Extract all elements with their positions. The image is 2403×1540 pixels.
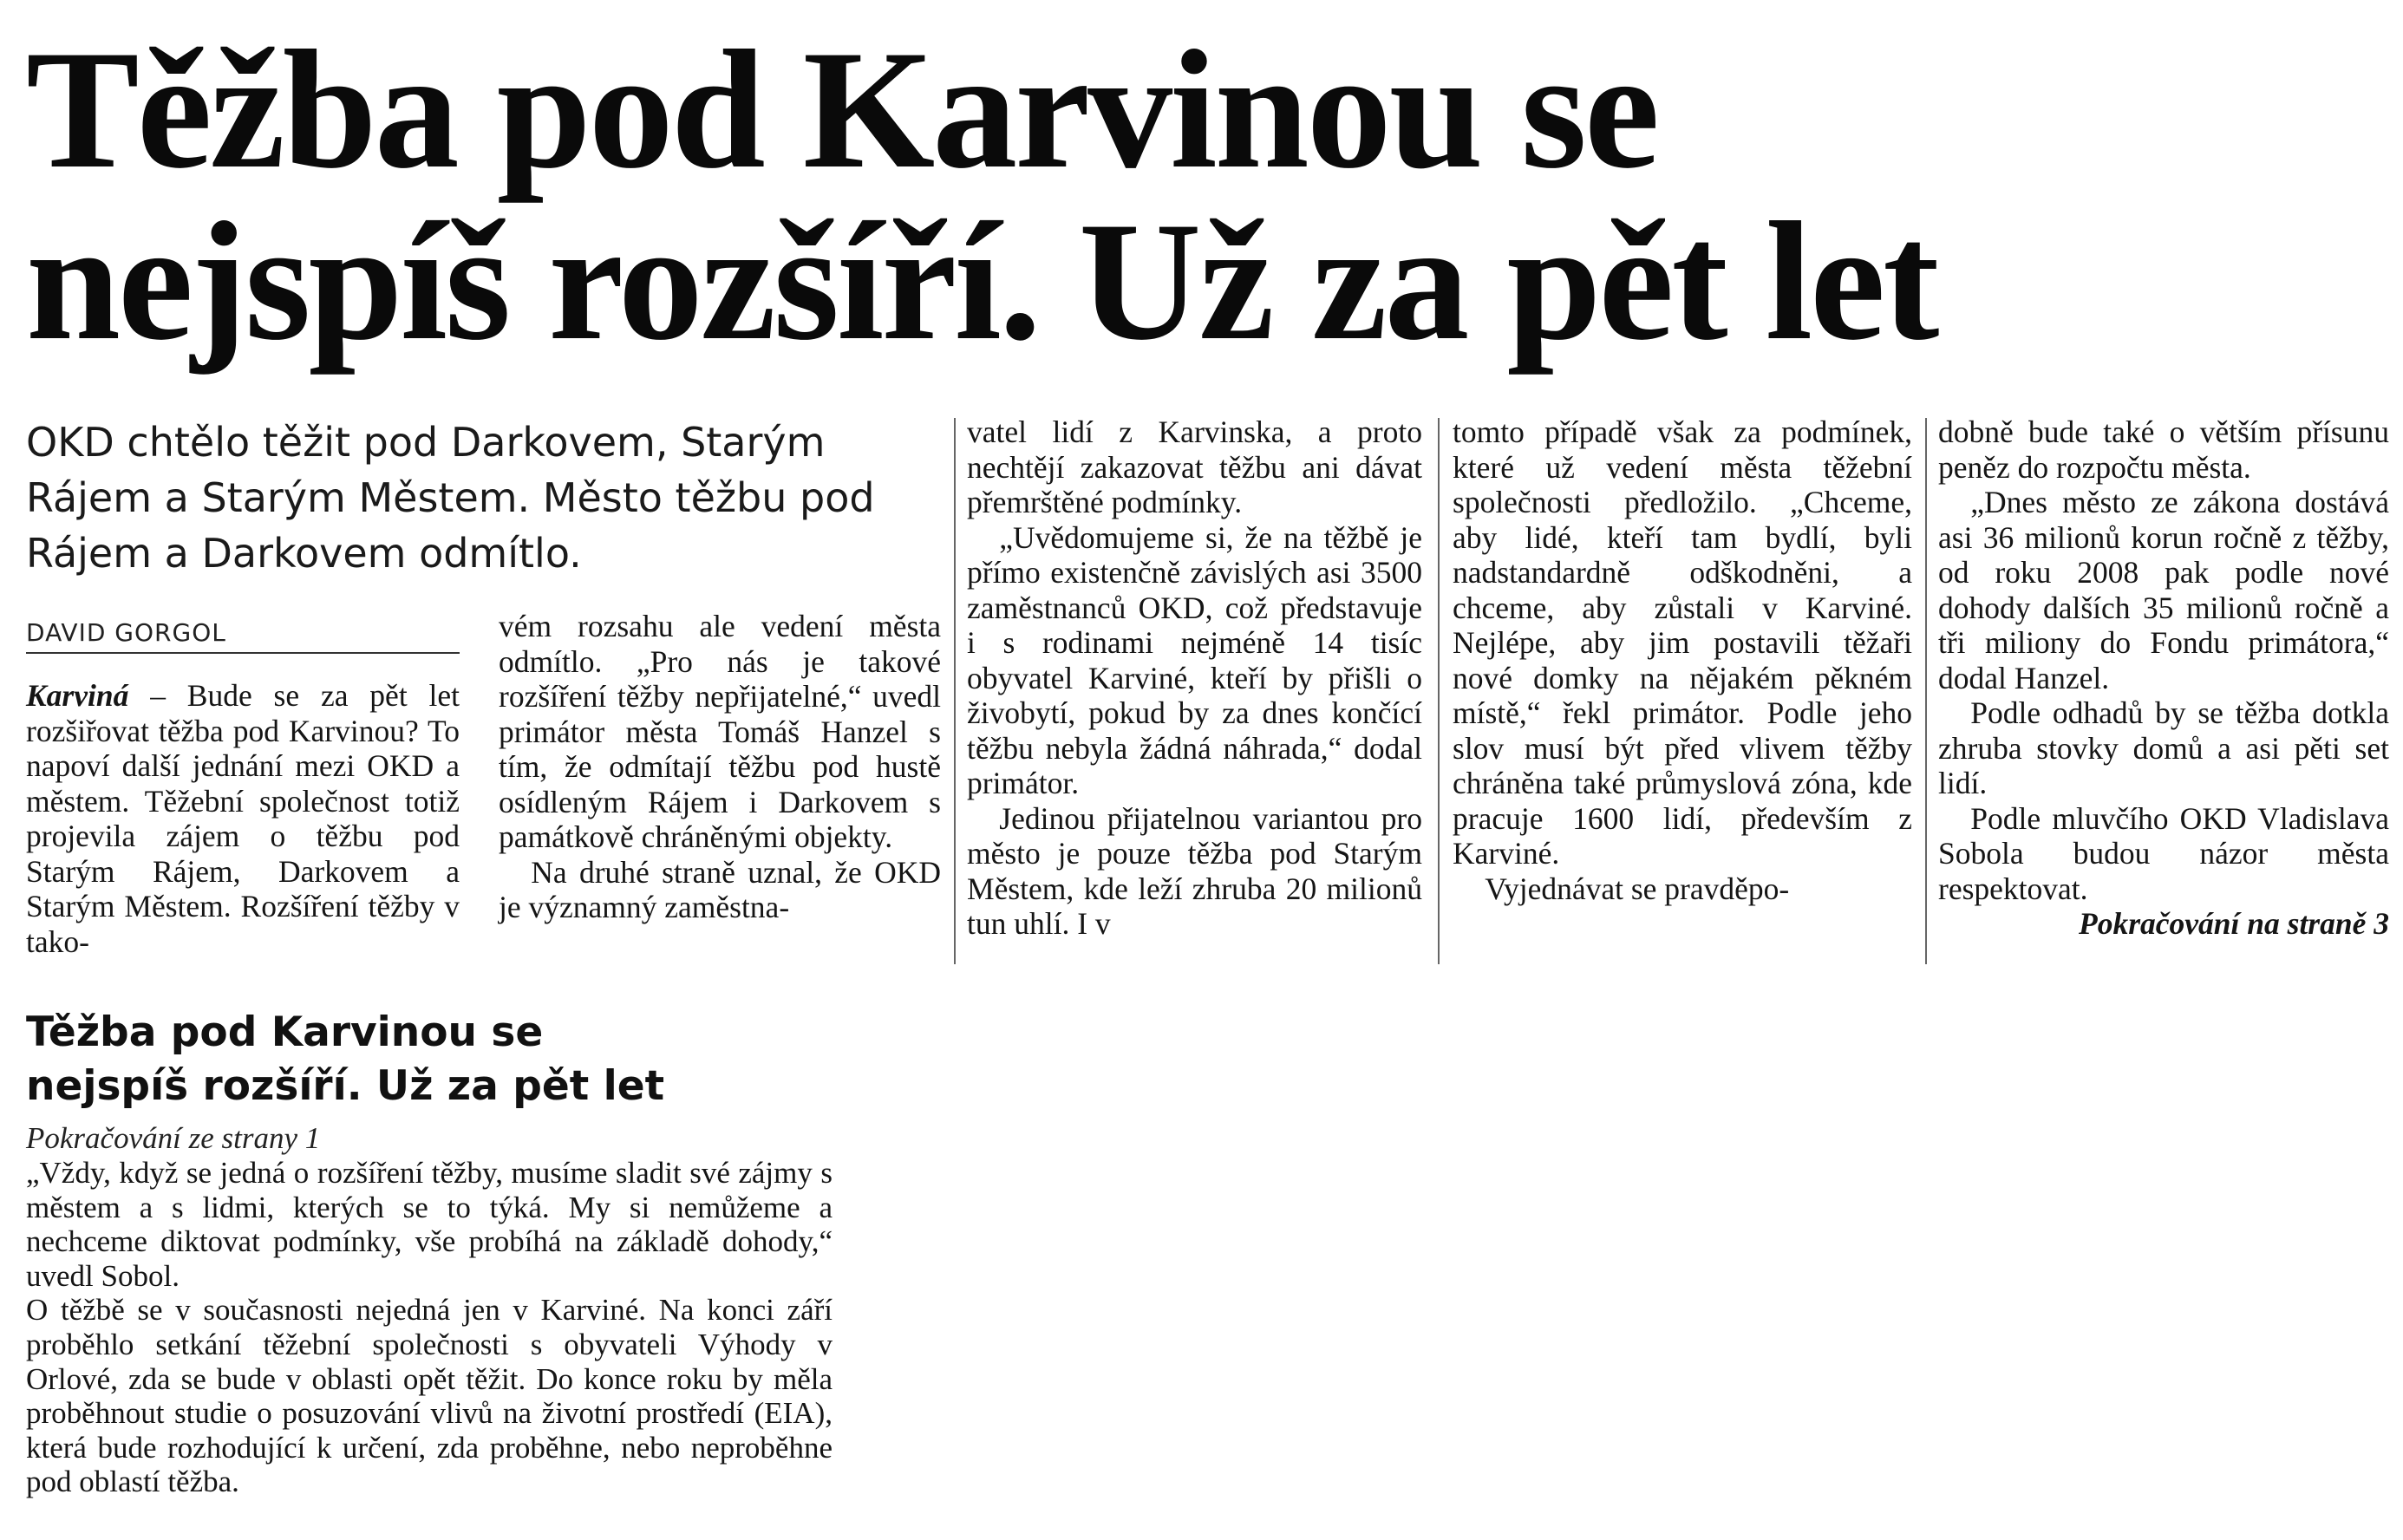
continuation-headline-line-1: Těžba pod Karvinou se [26,1008,544,1056]
col5-paragraph-2: „Dnes město ze zákona dostává asi 36 milionů korun ročně z těžby, od roku 2008 pak podle nové dohody dalších 35 milionů ročně a tři miliony do Fondu primátora,“ dodal Hanzel. [1938,485,2389,695]
col2-paragraph-2: Na druhé straně uznal, že OKD je významný zaměstna- [499,854,941,924]
column-divider [954,418,956,964]
byline-rule [26,652,460,654]
continuation-body [26,1156,833,1499]
col5-paragraph-1: dobně bude také o větším přísunu peněz do rozpočtu města. [1938,414,2389,485]
article-headline [26,16,2367,375]
continued-on-page-note: Pokračování na straně 3 [2079,906,2389,941]
column-divider [1925,418,1927,964]
column-2 [499,609,941,925]
col3-paragraph-3: Jedinou přijatelnou variantou pro město je pouze těžba pod Starým Městem, kde leží zhruba 20 milionů tun uhlí. I v [967,800,1422,941]
col5-paragraph-4: Podle mluvčího OKD Vladislava Sobola budou názor města respektovat. [1938,800,2389,906]
column-5 [1938,414,2389,942]
headline-line-1: Těžba pod Karvinou se [26,16,1657,204]
col3-paragraph-1: vatel lidí z Karvinska, a proto nechtějí zakazovat těžbu ani dávat přemrštěné podmínky. [967,414,1422,519]
column-divider [1438,418,1440,964]
column-1 [26,678,460,959]
headline-line-2: nejspíš rozšíří. Už za pět let [26,187,1937,375]
col5-paragraph-3: Podle odhadů by se těžba dotkla zhruba stovky domů a asi pěti set lidí. [1938,695,2389,800]
column-3 [967,414,1422,942]
col1-paragraph [26,678,460,959]
col1-text: – Bude se za pět let rozšiřovat těžba pod Karvinou? To napoví další jednání mezi OKD a městem. Těžební společnost totiž projevila zájem o těžbu pod Starým Rájem, Darkovem a Starým Městem. Rozšíření těžby v tako- [26,678,460,959]
col3-paragraph-2: „Uvědomujeme si, že na těžbě je přímo existenčně závislých asi 3500 zaměstnanců OKD, což představuje i s rodinami nejméně 14 tisíc obyvatel Karviné, kteří by přišli o živobytí, pokud by za dnes končící těžbu nebyla žádná náhrada,“ dodal primátor. [967,519,1422,800]
col2-paragraph-1: vém rozsahu ale vedení města odmítlo. „Pro nás je takové rozšíření těžby nepřijatelné,“ uvedl primátor města Tomáš Hanzel s tím, že odmítají těžbu pod hustě osídleným Rájem i Darkovem s památkově chráněnými objekty. [499,609,941,854]
col4-paragraph-2: Vyjednávat se pravděpo- [1485,871,1790,906]
continuation-headline [26,1006,806,1113]
continued-from-note: Pokračování ze strany 1 [26,1121,321,1155]
continuation-headline-line-2: nejspíš rozšíří. Už za pět let [26,1062,665,1110]
byline: DAVID GORGOL [26,618,226,647]
continuation-paragraph-2: O těžbě se v současnosti nejedná jen v Karviné. Na konci září proběhlo setkání těžební společnosti s obyvateli Výhody v Orlové, zda se bude v oblasti opět těžit. Do konce roku by měla proběhnout studie o posuzování vlivů na životní prostředí (EIA), která bude rozhodující k určení, zda proběhne, nebo neproběhne pod oblastí těžba. [26,1293,833,1499]
col4-paragraph-1: tomto případě však za podmínek, které už vedení města těžební společnosti předložilo. „Chceme, aby lidé, kteří tam bydlí, byli nadstandardně odškodněni, a chceme, aby zůstali v Karviné. Nejlépe, aby jim postavili těžaři nové domky na nějakém pěkném místě,“ řekl primátor. Podle jeho slov musí být před vlivem těžby chráněna také průmyslová zóna, kde pracuje 1600 lidí, především z Karviné. [1453,414,1912,871]
continuation-paragraph-1: „Vždy, když se jedná o rozšíření těžby, musíme sladit své zájmy s městem a s lidmi, kterých se to týká. My si nemůžeme a nechceme diktovat podmínky, vše probíhá na základě dohody,“ uvedl Sobol. [26,1156,833,1293]
article-lead: OKD chtělo těžit pod Darkovem, Starým Rájem a Starým Městem. Město těžbu pod Rájem a Darkovem odmítlo. [26,419,875,577]
dateline: Karviná [26,678,129,713]
column-4 [1453,414,1912,906]
